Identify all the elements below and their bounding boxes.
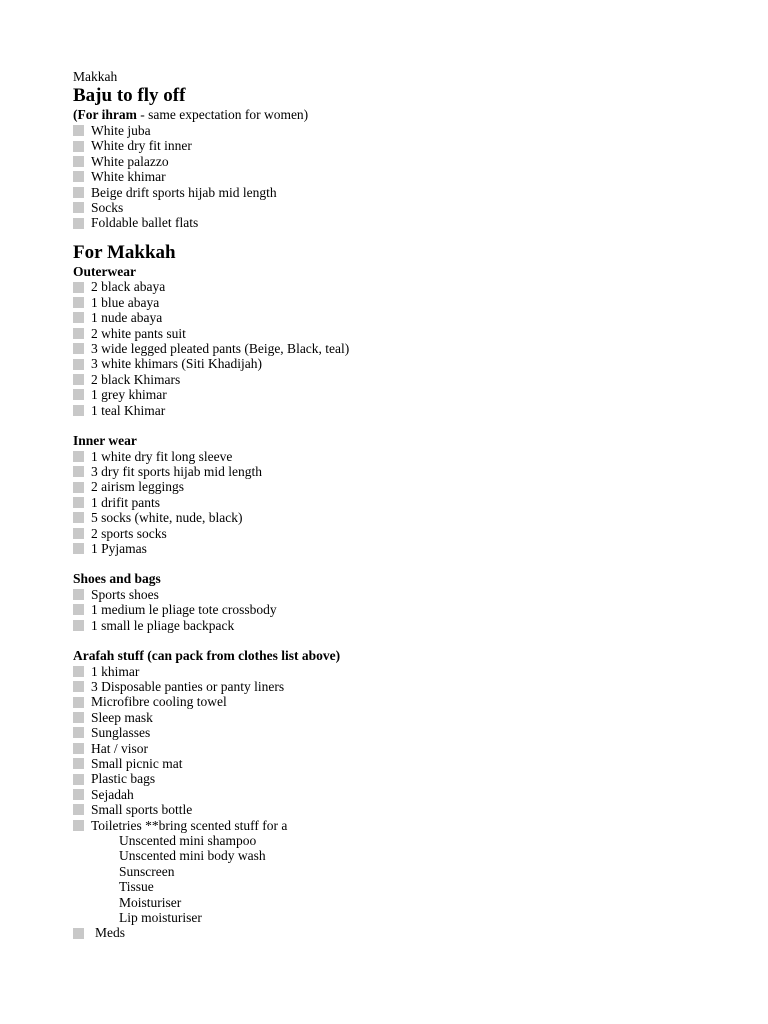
list-item-label: Plastic bags (91, 771, 156, 787)
checkbox[interactable] (73, 125, 84, 136)
sublist-item: Unscented mini body wash (119, 848, 266, 864)
checkbox[interactable] (73, 218, 84, 229)
list-item (73, 587, 733, 602)
list-item (73, 694, 733, 709)
checkbox[interactable] (73, 156, 84, 167)
list-item (73, 372, 733, 387)
checkbox[interactable] (73, 820, 84, 831)
list-item (73, 200, 733, 215)
checkbox[interactable] (73, 343, 84, 354)
list-item-label: Meds (95, 925, 125, 941)
checkbox[interactable] (73, 589, 84, 600)
sublist-item: Lip moisturiser (119, 910, 202, 926)
list-item (73, 787, 733, 802)
shoes-bags-heading: Shoes and bags (73, 571, 161, 587)
checkbox[interactable] (73, 466, 84, 477)
list-item (73, 818, 733, 833)
checkbox[interactable] (73, 187, 84, 198)
list-item-label: Small sports bottle (91, 802, 193, 818)
checkbox[interactable] (73, 482, 84, 493)
list-item-label: Beige drift sports hijab mid length (91, 184, 277, 200)
list-item (73, 185, 733, 200)
sublist-item: Tissue (119, 879, 154, 895)
list-item-label: 2 white pants suit (91, 325, 186, 341)
checkbox[interactable] (73, 497, 84, 508)
checkbox[interactable] (73, 202, 84, 213)
list-item (73, 295, 733, 310)
ihram-subtitle-bold: (For ihram (73, 107, 137, 122)
list-item (73, 710, 733, 725)
ihram-checklist (73, 123, 733, 231)
checkbox[interactable] (73, 543, 84, 554)
list-item-label: 1 white dry fit long sleeve (91, 448, 233, 464)
checkbox[interactable] (73, 681, 84, 692)
list-item (73, 387, 733, 402)
list-item (73, 154, 733, 169)
sublist-item: Sunscreen (119, 863, 175, 879)
list-item-label: 2 sports socks (91, 525, 167, 541)
list-item-label: Small picnic mat (91, 756, 183, 771)
list-item-label: Sleep mask (91, 709, 153, 725)
list-item-label: 5 socks (white, nude, black) (91, 510, 243, 526)
checkbox[interactable] (73, 928, 84, 939)
checkbox[interactable] (73, 666, 84, 677)
list-item-label: 3 wide legged pleated pants (Beige, Black, teal) (91, 340, 350, 356)
sublist-item: Unscented mini shampoo (119, 833, 257, 849)
list-item (73, 618, 733, 633)
list-item-label: White juba (91, 123, 151, 138)
list-item (73, 326, 733, 341)
list-item-label: 2 black abaya (91, 279, 166, 295)
arafah-checklist (73, 664, 733, 833)
innerwear-heading: Inner wear (73, 433, 137, 448)
checkbox[interactable] (73, 774, 84, 785)
list-item-label: Sejadah (91, 786, 134, 802)
checkbox[interactable] (73, 712, 84, 723)
document-page (73, 68, 733, 941)
list-item (73, 138, 733, 153)
shoes-bags-checklist (73, 587, 733, 633)
checkbox[interactable] (73, 727, 84, 738)
list-item-label: 1 small le pliage backpack (91, 617, 235, 633)
list-item-label: 3 dry fit sports hijab mid length (91, 463, 262, 479)
list-item-label: Hat / visor (91, 740, 148, 756)
list-item (73, 449, 733, 464)
checkbox[interactable] (73, 359, 84, 370)
outerwear-checklist (73, 279, 733, 418)
list-item (73, 479, 733, 494)
list-item-label: Socks (91, 200, 124, 216)
list-item (73, 215, 733, 230)
list-item (73, 464, 733, 479)
checkbox[interactable] (73, 758, 84, 769)
ihram-subtitle (73, 107, 733, 123)
list-item (73, 169, 733, 184)
checkbox[interactable] (73, 297, 84, 308)
list-item-label: 1 teal Khimar (91, 402, 166, 418)
sublist-item: Moisturiser (119, 894, 182, 910)
toiletries-sublist (73, 833, 733, 925)
checkbox[interactable] (73, 374, 84, 385)
list-item-label: White dry fit inner (91, 138, 192, 154)
ihram-subtitle-rest: - same expectation for women) (136, 107, 309, 122)
checkbox[interactable] (73, 389, 84, 400)
arafah-checklist-end (73, 925, 733, 940)
list-item-label: 1 grey khimar (91, 387, 167, 403)
outerwear-heading: Outerwear (73, 263, 136, 279)
list-item (73, 341, 733, 356)
ihram-section-title: Baju to fly off (73, 85, 186, 106)
checkbox[interactable] (73, 604, 84, 615)
list-item (73, 771, 733, 786)
list-item (73, 756, 733, 771)
checkbox[interactable] (73, 620, 84, 631)
checkbox[interactable] (73, 743, 84, 754)
checkbox[interactable] (73, 512, 84, 523)
list-item (73, 510, 733, 525)
list-item (73, 123, 733, 138)
list-item (73, 925, 733, 940)
checkbox[interactable] (73, 528, 84, 539)
list-item (73, 356, 733, 371)
innerwear-checklist (73, 449, 733, 557)
list-item-label: 1 blue abaya (91, 294, 160, 310)
checkbox[interactable] (73, 141, 84, 152)
list-item (73, 279, 733, 294)
list-item-label: 1 nude abaya (91, 310, 163, 326)
list-item (73, 802, 733, 817)
list-item-label: Sunglasses (91, 725, 151, 741)
checkbox[interactable] (73, 697, 84, 708)
list-item-label: Toiletries **bring scented stuff for a (91, 817, 288, 833)
checkbox[interactable] (73, 328, 84, 339)
list-item-label: White khimar (91, 169, 166, 185)
list-item (73, 403, 733, 418)
list-item-label: White palazzo (91, 153, 169, 169)
list-item-label: 1 Pyjamas (91, 540, 147, 556)
list-item-label: 1 khimar (91, 663, 140, 679)
list-item (73, 664, 733, 679)
checkbox[interactable] (73, 451, 84, 462)
list-item (73, 526, 733, 541)
list-item-label: 3 Disposable panties or panty liners (91, 678, 285, 694)
list-item (73, 602, 733, 617)
checkbox[interactable] (73, 312, 84, 323)
list-item-label: 3 white khimars (Siti Khadijah) (91, 356, 262, 372)
arafah-heading: Arafah stuff (can pack from clothes list above) (73, 648, 341, 664)
list-item-label: 2 black Khimars (91, 371, 181, 387)
list-item (73, 310, 733, 325)
list-item-label: Microfibre cooling towel (91, 694, 227, 710)
list-item-label: 1 drifit pants (91, 494, 160, 510)
list-item-label: Sports shoes (91, 586, 159, 602)
list-item-label: Foldable ballet flats (91, 215, 199, 231)
checkbox[interactable] (73, 171, 84, 182)
checkbox[interactable] (73, 789, 84, 800)
checkbox[interactable] (73, 282, 84, 293)
checkbox[interactable] (73, 405, 84, 416)
document-label: Makkah (73, 69, 118, 84)
makkah-section-title: For Makkah (73, 241, 176, 263)
list-item (73, 741, 733, 756)
list-item (73, 541, 733, 556)
list-item (73, 495, 733, 510)
list-item (73, 725, 733, 740)
checkbox[interactable] (73, 804, 84, 815)
list-item-label: 2 airism leggings (91, 479, 184, 495)
list-item (73, 679, 733, 694)
list-item-label: 1 medium le pliage tote crossbody (91, 602, 277, 618)
